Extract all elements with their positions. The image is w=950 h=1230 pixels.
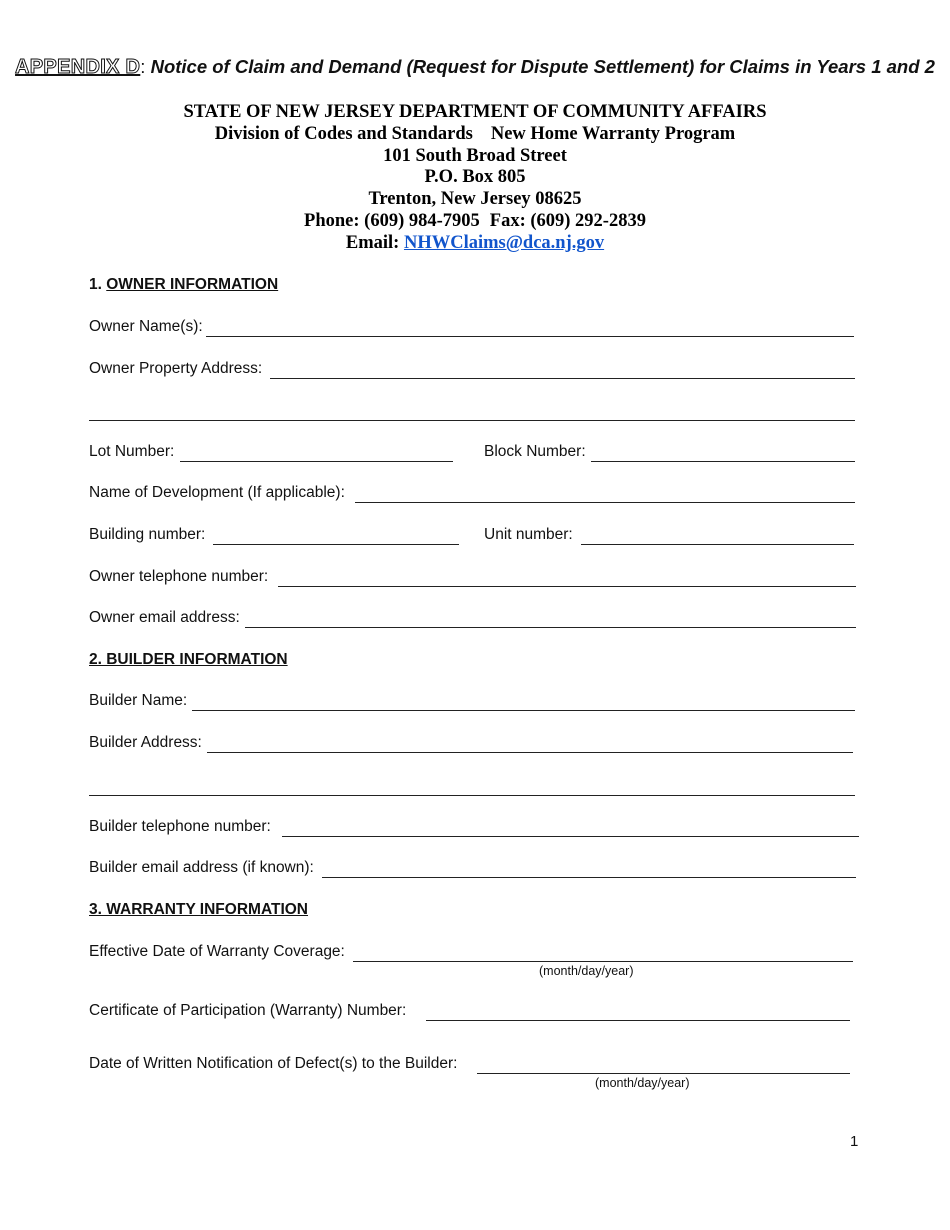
owner-telephone-label: Owner telephone number: (89, 568, 269, 585)
division-line (0, 124, 950, 146)
builder-section-heading (89, 651, 288, 669)
unit-number-label: Unit number: (484, 526, 573, 543)
notification-date-field[interactable] (477, 1057, 850, 1074)
email-label: Email: (345, 232, 400, 253)
notification-date-format-hint: (month/day/year) (595, 1076, 690, 1090)
builder-address-field[interactable] (207, 736, 853, 753)
contact-line (0, 211, 950, 233)
city-state-zip: Trenton, New Jersey 08625 (368, 189, 582, 210)
title-text: Notice of Claim and Demand (Request for Dispute Settlement) for Claims in Years 1 and 2 (150, 56, 935, 77)
program-name: New Home Warranty Program (490, 123, 736, 144)
agency-header (0, 102, 950, 255)
development-name-label: Name of Development (If applicable): (89, 484, 345, 501)
owner-section-heading (89, 276, 278, 294)
owner-section-title: OWNER INFORMATION (106, 276, 279, 293)
warranty-section-heading (89, 901, 308, 919)
fax-number: Fax: (609) 292-2839 (489, 210, 646, 231)
title-colon: : (140, 56, 146, 77)
lot-number-field[interactable] (180, 445, 453, 462)
email-line (0, 233, 950, 255)
warranty-section-title: 3. WARRANTY INFORMATION (89, 901, 309, 918)
block-number-field[interactable] (591, 445, 855, 462)
property-address-field[interactable] (270, 362, 855, 379)
page-number: 1 (850, 1133, 859, 1150)
builder-email-label: Builder email address (if known): (89, 859, 314, 876)
property-address-label: Owner Property Address: (89, 360, 263, 377)
builder-name-field[interactable] (192, 694, 855, 711)
builder-telephone-field[interactable] (282, 820, 859, 837)
builder-telephone-label: Builder telephone number: (89, 818, 271, 835)
builder-email-field[interactable] (322, 861, 856, 878)
phone-number: Phone: (609) 984-7905 (304, 210, 480, 231)
email-link[interactable]: NHWClaims@dca.nj.gov (403, 232, 605, 253)
unit-number-field[interactable] (581, 528, 854, 545)
appendix-label: APPENDIX D (15, 56, 141, 78)
property-address-field-line-2[interactable] (89, 404, 855, 421)
page-title (0, 56, 950, 79)
builder-address-label: Builder Address: (89, 734, 202, 751)
owner-email-field[interactable] (245, 611, 856, 628)
effective-date-format-hint: (month/day/year) (539, 964, 634, 978)
owner-section-number: 1. (89, 276, 102, 293)
street-address: 101 South Broad Street (383, 145, 567, 166)
block-number-label: Block Number: (484, 443, 586, 460)
owner-names-field[interactable] (206, 320, 854, 337)
certificate-number-field[interactable] (426, 1004, 850, 1021)
effective-date-field[interactable] (353, 945, 853, 962)
notification-date-label: Date of Written Notification of Defect(s) to the Builder: (89, 1055, 458, 1072)
certificate-number-label: Certificate of Participation (Warranty) Number: (89, 1002, 407, 1019)
building-number-field[interactable] (213, 528, 459, 545)
owner-telephone-field[interactable] (278, 570, 856, 587)
division-name: Division of Codes and Standards (214, 123, 473, 144)
effective-date-label: Effective Date of Warranty Coverage: (89, 943, 345, 960)
building-number-label: Building number: (89, 526, 206, 543)
development-name-field[interactable] (355, 486, 855, 503)
owner-email-label: Owner email address: (89, 609, 240, 626)
builder-name-label: Builder Name: (89, 692, 188, 709)
builder-section-title: 2. BUILDER INFORMATION (89, 651, 288, 668)
owner-names-label: Owner Name(s): (89, 318, 203, 335)
po-box: P.O. Box 805 (424, 167, 526, 188)
lot-number-label: Lot Number: (89, 443, 175, 460)
builder-address-field-line-2[interactable] (89, 779, 855, 796)
department-name: STATE OF NEW JERSEY DEPARTMENT OF COMMUNITY AFFAIRS (183, 102, 767, 122)
